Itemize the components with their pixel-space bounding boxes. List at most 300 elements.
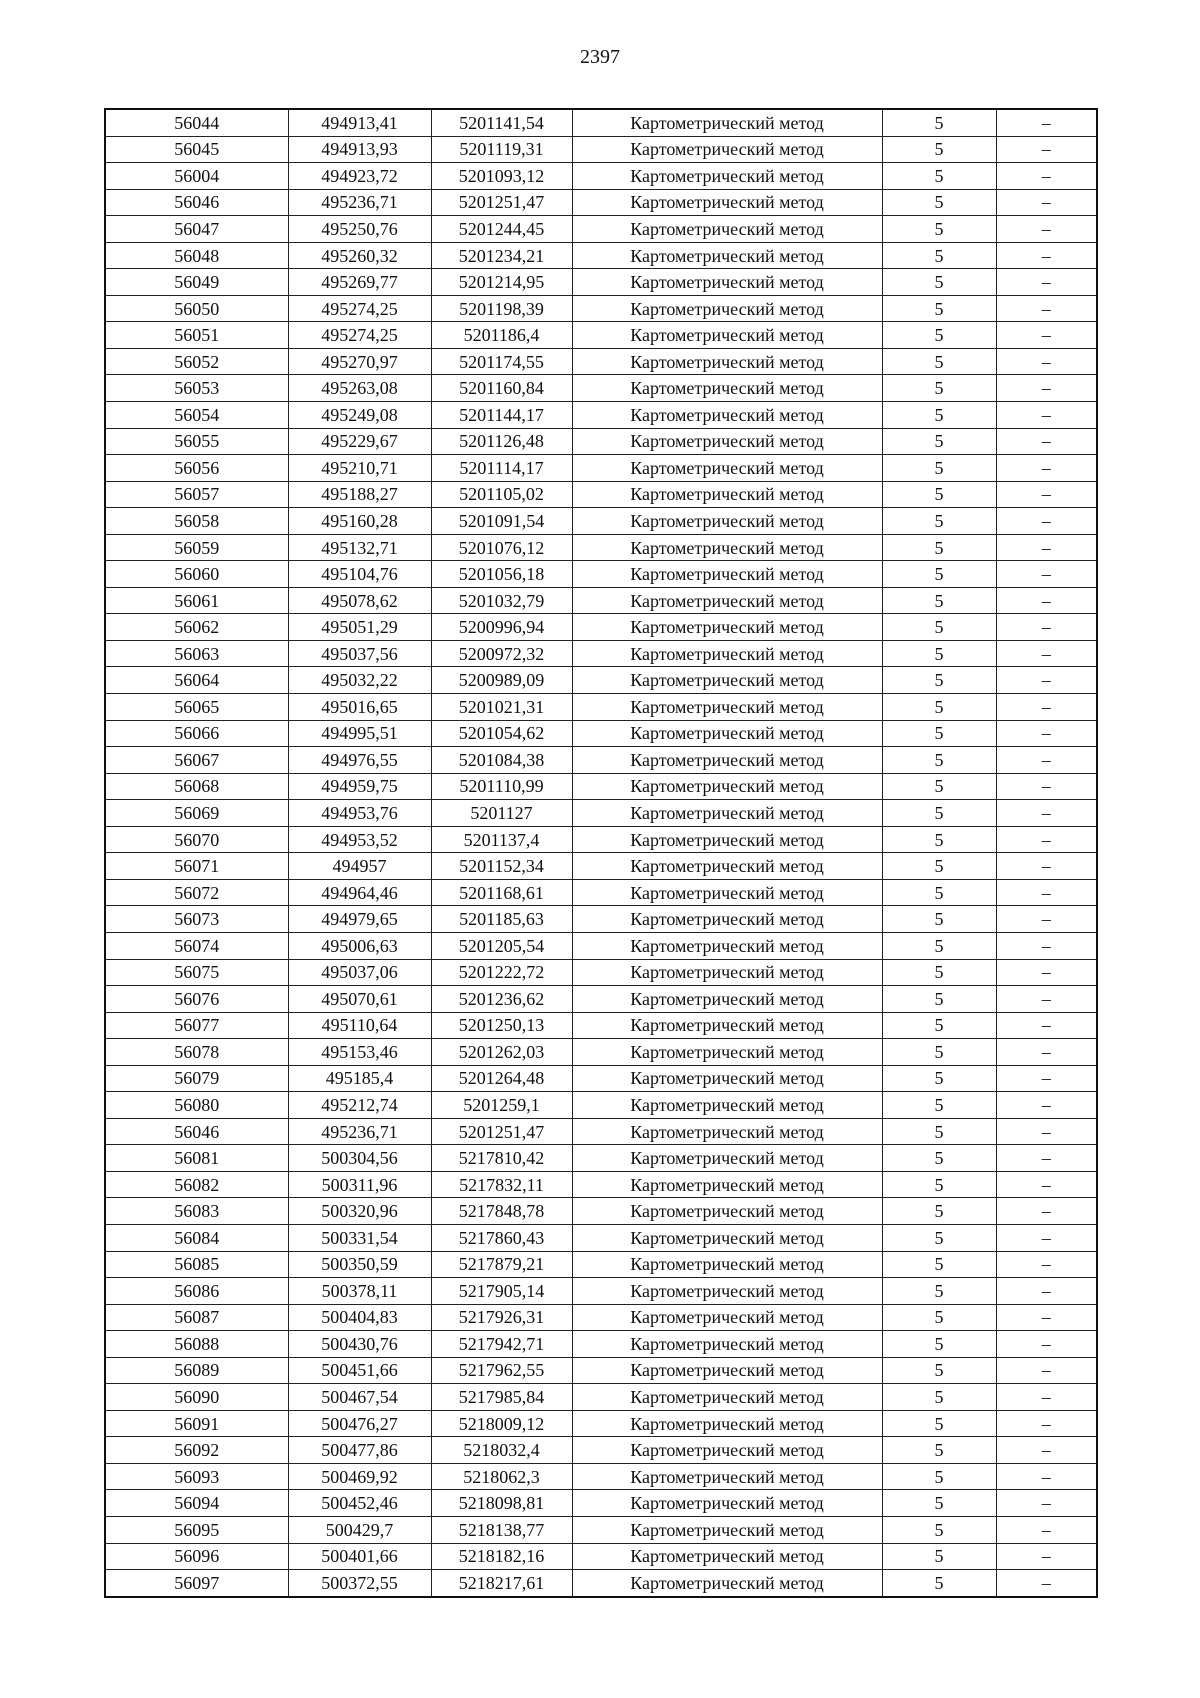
accuracy-cell: 5 (882, 269, 996, 296)
description-cell: – (996, 136, 1097, 163)
accuracy-cell: 5 (882, 800, 996, 827)
point-number-cell: 56061 (105, 587, 288, 614)
point-number-cell: 56050 (105, 295, 288, 322)
x-coordinate-cell: 495110,64 (288, 1012, 431, 1039)
method-cell: Картометрический метод (572, 587, 882, 614)
method-cell: Картометрический метод (572, 1463, 882, 1490)
point-number-cell: 56060 (105, 561, 288, 588)
method-cell: Картометрический метод (572, 1145, 882, 1172)
point-number-cell: 56074 (105, 932, 288, 959)
accuracy-cell: 5 (882, 959, 996, 986)
description-cell: – (996, 1543, 1097, 1570)
y-coordinate-cell: 5218032,4 (431, 1437, 572, 1464)
x-coordinate-cell: 494953,76 (288, 800, 431, 827)
accuracy-cell: 5 (882, 1357, 996, 1384)
x-coordinate-cell: 495210,71 (288, 455, 431, 482)
x-coordinate-cell: 500467,54 (288, 1384, 431, 1411)
x-coordinate-cell: 495229,67 (288, 428, 431, 455)
accuracy-cell: 5 (882, 853, 996, 880)
point-number-cell: 56062 (105, 614, 288, 641)
table-row (105, 189, 1097, 216)
table-row (105, 136, 1097, 163)
y-coordinate-cell: 5200972,32 (431, 640, 572, 667)
x-coordinate-cell: 500469,92 (288, 1463, 431, 1490)
description-cell: – (996, 1198, 1097, 1225)
accuracy-cell: 5 (882, 402, 996, 429)
table-row (105, 932, 1097, 959)
x-coordinate-cell: 500452,46 (288, 1490, 431, 1517)
table-row (105, 1304, 1097, 1331)
accuracy-cell: 5 (882, 640, 996, 667)
y-coordinate-cell: 5201056,18 (431, 561, 572, 588)
description-cell: – (996, 1251, 1097, 1278)
description-cell: – (996, 1092, 1097, 1119)
table-row (105, 508, 1097, 535)
y-coordinate-cell: 5201174,55 (431, 348, 572, 375)
point-number-cell: 56046 (105, 1118, 288, 1145)
y-coordinate-cell: 5217942,71 (431, 1331, 572, 1358)
method-cell: Картометрический метод (572, 1304, 882, 1331)
method-cell: Картометрический метод (572, 879, 882, 906)
x-coordinate-cell: 495236,71 (288, 1118, 431, 1145)
method-cell: Картометрический метод (572, 773, 882, 800)
accuracy-cell: 5 (882, 906, 996, 933)
point-number-cell: 56096 (105, 1543, 288, 1570)
x-coordinate-cell: 494957 (288, 853, 431, 880)
method-cell: Картометрический метод (572, 932, 882, 959)
point-number-cell: 56069 (105, 800, 288, 827)
description-cell: – (996, 1039, 1097, 1066)
point-number-cell: 56046 (105, 189, 288, 216)
description-cell: – (996, 826, 1097, 853)
table-row (105, 1224, 1097, 1251)
table-row (105, 534, 1097, 561)
method-cell: Картометрический метод (572, 375, 882, 402)
accuracy-cell: 5 (882, 1384, 996, 1411)
x-coordinate-cell: 494979,65 (288, 906, 431, 933)
description-cell: – (996, 747, 1097, 774)
point-number-cell: 56056 (105, 455, 288, 482)
x-coordinate-cell: 500430,76 (288, 1331, 431, 1358)
method-cell: Картометрический метод (572, 136, 882, 163)
description-cell: – (996, 1304, 1097, 1331)
x-coordinate-cell: 494995,51 (288, 720, 431, 747)
accuracy-cell: 5 (882, 667, 996, 694)
y-coordinate-cell: 5201198,39 (431, 295, 572, 322)
point-number-cell: 56078 (105, 1039, 288, 1066)
description-cell: – (996, 1490, 1097, 1517)
table-row (105, 747, 1097, 774)
point-number-cell: 56059 (105, 534, 288, 561)
table-row (105, 1012, 1097, 1039)
method-cell: Картометрический метод (572, 906, 882, 933)
accuracy-cell: 5 (882, 481, 996, 508)
description-cell: – (996, 481, 1097, 508)
x-coordinate-cell: 495006,63 (288, 932, 431, 959)
method-cell: Картометрический метод (572, 322, 882, 349)
method-cell: Картометрический метод (572, 747, 882, 774)
description-cell: – (996, 986, 1097, 1013)
description-cell: – (996, 534, 1097, 561)
accuracy-cell: 5 (882, 163, 996, 190)
description-cell: – (996, 853, 1097, 880)
point-number-cell: 56093 (105, 1463, 288, 1490)
accuracy-cell: 5 (882, 1304, 996, 1331)
table-row (105, 906, 1097, 933)
table-row (105, 1171, 1097, 1198)
method-cell: Картометрический метод (572, 694, 882, 721)
accuracy-cell: 5 (882, 747, 996, 774)
point-number-cell: 56073 (105, 906, 288, 933)
accuracy-cell: 5 (882, 561, 996, 588)
y-coordinate-cell: 5201214,95 (431, 269, 572, 296)
accuracy-cell: 5 (882, 826, 996, 853)
table-row (105, 216, 1097, 243)
table-row (105, 640, 1097, 667)
table-row (105, 720, 1097, 747)
point-number-cell: 56057 (105, 481, 288, 508)
table-row (105, 163, 1097, 190)
description-cell: – (996, 773, 1097, 800)
description-cell: – (996, 640, 1097, 667)
table-row (105, 986, 1097, 1013)
point-number-cell: 56095 (105, 1516, 288, 1543)
x-coordinate-cell: 495269,77 (288, 269, 431, 296)
y-coordinate-cell: 5218098,81 (431, 1490, 572, 1517)
table-row (105, 322, 1097, 349)
accuracy-cell: 5 (882, 455, 996, 482)
point-number-cell: 56081 (105, 1145, 288, 1172)
y-coordinate-cell: 5201264,48 (431, 1065, 572, 1092)
method-cell: Картометрический метод (572, 1039, 882, 1066)
x-coordinate-cell: 495270,97 (288, 348, 431, 375)
point-number-cell: 56080 (105, 1092, 288, 1119)
x-coordinate-cell: 495212,74 (288, 1092, 431, 1119)
x-coordinate-cell: 495132,71 (288, 534, 431, 561)
table-row (105, 1437, 1097, 1464)
method-cell: Картометрический метод (572, 1384, 882, 1411)
x-coordinate-cell: 500401,66 (288, 1543, 431, 1570)
accuracy-cell: 5 (882, 189, 996, 216)
accuracy-cell: 5 (882, 348, 996, 375)
method-cell: Картометрический метод (572, 561, 882, 588)
x-coordinate-cell: 495249,08 (288, 402, 431, 429)
coordinates-table (104, 108, 1098, 1598)
y-coordinate-cell: 5201205,54 (431, 932, 572, 959)
y-coordinate-cell: 5201259,1 (431, 1092, 572, 1119)
accuracy-cell: 5 (882, 1171, 996, 1198)
x-coordinate-cell: 495160,28 (288, 508, 431, 535)
x-coordinate-cell: 495250,76 (288, 216, 431, 243)
method-cell: Картометрический метод (572, 216, 882, 243)
point-number-cell: 56075 (105, 959, 288, 986)
description-cell: – (996, 242, 1097, 269)
table-row (105, 481, 1097, 508)
point-number-cell: 56087 (105, 1304, 288, 1331)
x-coordinate-cell: 494913,93 (288, 136, 431, 163)
y-coordinate-cell: 5201236,62 (431, 986, 572, 1013)
table-row (105, 1039, 1097, 1066)
point-number-cell: 56055 (105, 428, 288, 455)
point-number-cell: 56085 (105, 1251, 288, 1278)
accuracy-cell: 5 (882, 1410, 996, 1437)
point-number-cell: 56084 (105, 1224, 288, 1251)
method-cell: Картометрический метод (572, 242, 882, 269)
table-row (105, 269, 1097, 296)
x-coordinate-cell: 500404,83 (288, 1304, 431, 1331)
description-cell: – (996, 1570, 1097, 1597)
description-cell: – (996, 455, 1097, 482)
x-coordinate-cell: 500331,54 (288, 1224, 431, 1251)
table-row (105, 1516, 1097, 1543)
table-row (105, 1490, 1097, 1517)
description-cell: – (996, 1065, 1097, 1092)
table-row (105, 773, 1097, 800)
point-number-cell: 56052 (105, 348, 288, 375)
accuracy-cell: 5 (882, 1251, 996, 1278)
y-coordinate-cell: 5201126,48 (431, 428, 572, 455)
method-cell: Картометрический метод (572, 800, 882, 827)
y-coordinate-cell: 5218217,61 (431, 1570, 572, 1597)
y-coordinate-cell: 5218009,12 (431, 1410, 572, 1437)
method-cell: Картометрический метод (572, 1357, 882, 1384)
point-number-cell: 56051 (105, 322, 288, 349)
description-cell: – (996, 1278, 1097, 1305)
table-row (105, 1065, 1097, 1092)
x-coordinate-cell: 500429,7 (288, 1516, 431, 1543)
x-coordinate-cell: 495188,27 (288, 481, 431, 508)
accuracy-cell: 5 (882, 773, 996, 800)
point-number-cell: 56094 (105, 1490, 288, 1517)
x-coordinate-cell: 500372,55 (288, 1570, 431, 1597)
method-cell: Картометрический метод (572, 614, 882, 641)
y-coordinate-cell: 5201222,72 (431, 959, 572, 986)
y-coordinate-cell: 5200996,94 (431, 614, 572, 641)
method-cell: Картометрический метод (572, 640, 882, 667)
x-coordinate-cell: 495104,76 (288, 561, 431, 588)
description-cell: – (996, 1410, 1097, 1437)
accuracy-cell: 5 (882, 879, 996, 906)
description-cell: – (996, 1224, 1097, 1251)
table-row (105, 242, 1097, 269)
accuracy-cell: 5 (882, 109, 996, 136)
x-coordinate-cell: 500476,27 (288, 1410, 431, 1437)
description-cell: – (996, 1357, 1097, 1384)
table-row (105, 295, 1097, 322)
accuracy-cell: 5 (882, 720, 996, 747)
table-row (105, 853, 1097, 880)
table-row (105, 1357, 1097, 1384)
method-cell: Картометрический метод (572, 428, 882, 455)
point-number-cell: 56091 (105, 1410, 288, 1437)
y-coordinate-cell: 5201186,4 (431, 322, 572, 349)
x-coordinate-cell: 495185,4 (288, 1065, 431, 1092)
method-cell: Картометрический метод (572, 826, 882, 853)
point-number-cell: 56088 (105, 1331, 288, 1358)
table-row (105, 879, 1097, 906)
description-cell: – (996, 800, 1097, 827)
method-cell: Картометрический метод (572, 348, 882, 375)
point-number-cell: 56058 (105, 508, 288, 535)
y-coordinate-cell: 5201076,12 (431, 534, 572, 561)
accuracy-cell: 5 (882, 694, 996, 721)
table-row (105, 1331, 1097, 1358)
method-cell: Картометрический метод (572, 667, 882, 694)
point-number-cell: 56090 (105, 1384, 288, 1411)
description-cell: – (996, 322, 1097, 349)
method-cell: Картометрический метод (572, 1331, 882, 1358)
y-coordinate-cell: 5201032,79 (431, 587, 572, 614)
description-cell: – (996, 720, 1097, 747)
description-cell: – (996, 109, 1097, 136)
x-coordinate-cell: 495078,62 (288, 587, 431, 614)
method-cell: Картометрический метод (572, 534, 882, 561)
table-row (105, 587, 1097, 614)
accuracy-cell: 5 (882, 1490, 996, 1517)
y-coordinate-cell: 5201168,61 (431, 879, 572, 906)
y-coordinate-cell: 5201110,99 (431, 773, 572, 800)
point-number-cell: 56076 (105, 986, 288, 1013)
x-coordinate-cell: 494923,72 (288, 163, 431, 190)
description-cell: – (996, 1384, 1097, 1411)
y-coordinate-cell: 5201251,47 (431, 189, 572, 216)
method-cell: Картометрический метод (572, 853, 882, 880)
point-number-cell: 56092 (105, 1437, 288, 1464)
description-cell: – (996, 189, 1097, 216)
method-cell: Картометрический метод (572, 1490, 882, 1517)
accuracy-cell: 5 (882, 1065, 996, 1092)
accuracy-cell: 5 (882, 508, 996, 535)
table-row (105, 1251, 1097, 1278)
x-coordinate-cell: 495051,29 (288, 614, 431, 641)
accuracy-cell: 5 (882, 932, 996, 959)
x-coordinate-cell: 495037,06 (288, 959, 431, 986)
table-row (105, 800, 1097, 827)
method-cell: Картометрический метод (572, 455, 882, 482)
method-cell: Картометрический метод (572, 1516, 882, 1543)
accuracy-cell: 5 (882, 322, 996, 349)
y-coordinate-cell: 5201105,02 (431, 481, 572, 508)
coordinates-table-body (105, 109, 1097, 1597)
description-cell: – (996, 1118, 1097, 1145)
accuracy-cell: 5 (882, 587, 996, 614)
point-number-cell: 56079 (105, 1065, 288, 1092)
method-cell: Картометрический метод (572, 986, 882, 1013)
accuracy-cell: 5 (882, 1570, 996, 1597)
point-number-cell: 56068 (105, 773, 288, 800)
description-cell: – (996, 614, 1097, 641)
table-row (105, 402, 1097, 429)
description-cell: – (996, 959, 1097, 986)
point-number-cell: 56083 (105, 1198, 288, 1225)
y-coordinate-cell: 5201250,13 (431, 1012, 572, 1039)
table-row (105, 1145, 1097, 1172)
x-coordinate-cell: 494976,55 (288, 747, 431, 774)
table-row (105, 1198, 1097, 1225)
point-number-cell: 56072 (105, 879, 288, 906)
description-cell: – (996, 1145, 1097, 1172)
accuracy-cell: 5 (882, 242, 996, 269)
description-cell: – (996, 375, 1097, 402)
method-cell: Картометрический метод (572, 959, 882, 986)
x-coordinate-cell: 495016,65 (288, 694, 431, 721)
x-coordinate-cell: 495274,25 (288, 322, 431, 349)
x-coordinate-cell: 495236,71 (288, 189, 431, 216)
x-coordinate-cell: 494953,52 (288, 826, 431, 853)
point-number-cell: 56067 (105, 747, 288, 774)
method-cell: Картометрический метод (572, 1251, 882, 1278)
accuracy-cell: 5 (882, 1118, 996, 1145)
point-number-cell: 56049 (105, 269, 288, 296)
y-coordinate-cell: 5201114,17 (431, 455, 572, 482)
y-coordinate-cell: 5217810,42 (431, 1145, 572, 1172)
method-cell: Картометрический метод (572, 269, 882, 296)
table-row (105, 826, 1097, 853)
y-coordinate-cell: 5201251,47 (431, 1118, 572, 1145)
point-number-cell: 56063 (105, 640, 288, 667)
method-cell: Картометрический метод (572, 402, 882, 429)
method-cell: Картометрический метод (572, 1012, 882, 1039)
accuracy-cell: 5 (882, 136, 996, 163)
point-number-cell: 56064 (105, 667, 288, 694)
point-number-cell: 56097 (105, 1570, 288, 1597)
x-coordinate-cell: 494913,41 (288, 109, 431, 136)
accuracy-cell: 5 (882, 1145, 996, 1172)
y-coordinate-cell: 5217879,21 (431, 1251, 572, 1278)
accuracy-cell: 5 (882, 1437, 996, 1464)
table-row (105, 694, 1097, 721)
accuracy-cell: 5 (882, 986, 996, 1013)
description-cell: – (996, 508, 1097, 535)
y-coordinate-cell: 5218062,3 (431, 1463, 572, 1490)
table-row (105, 667, 1097, 694)
point-number-cell: 56086 (105, 1278, 288, 1305)
y-coordinate-cell: 5217848,78 (431, 1198, 572, 1225)
point-number-cell: 56054 (105, 402, 288, 429)
accuracy-cell: 5 (882, 216, 996, 243)
x-coordinate-cell: 495070,61 (288, 986, 431, 1013)
accuracy-cell: 5 (882, 295, 996, 322)
y-coordinate-cell: 5201234,21 (431, 242, 572, 269)
method-cell: Картометрический метод (572, 295, 882, 322)
x-coordinate-cell: 495274,25 (288, 295, 431, 322)
accuracy-cell: 5 (882, 1331, 996, 1358)
x-coordinate-cell: 500477,86 (288, 1437, 431, 1464)
point-number-cell: 56070 (105, 826, 288, 853)
description-cell: – (996, 667, 1097, 694)
method-cell: Картометрический метод (572, 1171, 882, 1198)
x-coordinate-cell: 494964,46 (288, 879, 431, 906)
y-coordinate-cell: 5217962,55 (431, 1357, 572, 1384)
y-coordinate-cell: 5201137,4 (431, 826, 572, 853)
accuracy-cell: 5 (882, 1224, 996, 1251)
y-coordinate-cell: 5201141,54 (431, 109, 572, 136)
point-number-cell: 56077 (105, 1012, 288, 1039)
y-coordinate-cell: 5217832,11 (431, 1171, 572, 1198)
method-cell: Картометрический метод (572, 1198, 882, 1225)
y-coordinate-cell: 5201262,03 (431, 1039, 572, 1066)
y-coordinate-cell: 5217985,84 (431, 1384, 572, 1411)
accuracy-cell: 5 (882, 1543, 996, 1570)
method-cell: Картометрический метод (572, 163, 882, 190)
y-coordinate-cell: 5201091,54 (431, 508, 572, 535)
y-coordinate-cell: 5200989,09 (431, 667, 572, 694)
table-row (105, 375, 1097, 402)
accuracy-cell: 5 (882, 534, 996, 561)
description-cell: – (996, 402, 1097, 429)
accuracy-cell: 5 (882, 1463, 996, 1490)
y-coordinate-cell: 5201093,12 (431, 163, 572, 190)
